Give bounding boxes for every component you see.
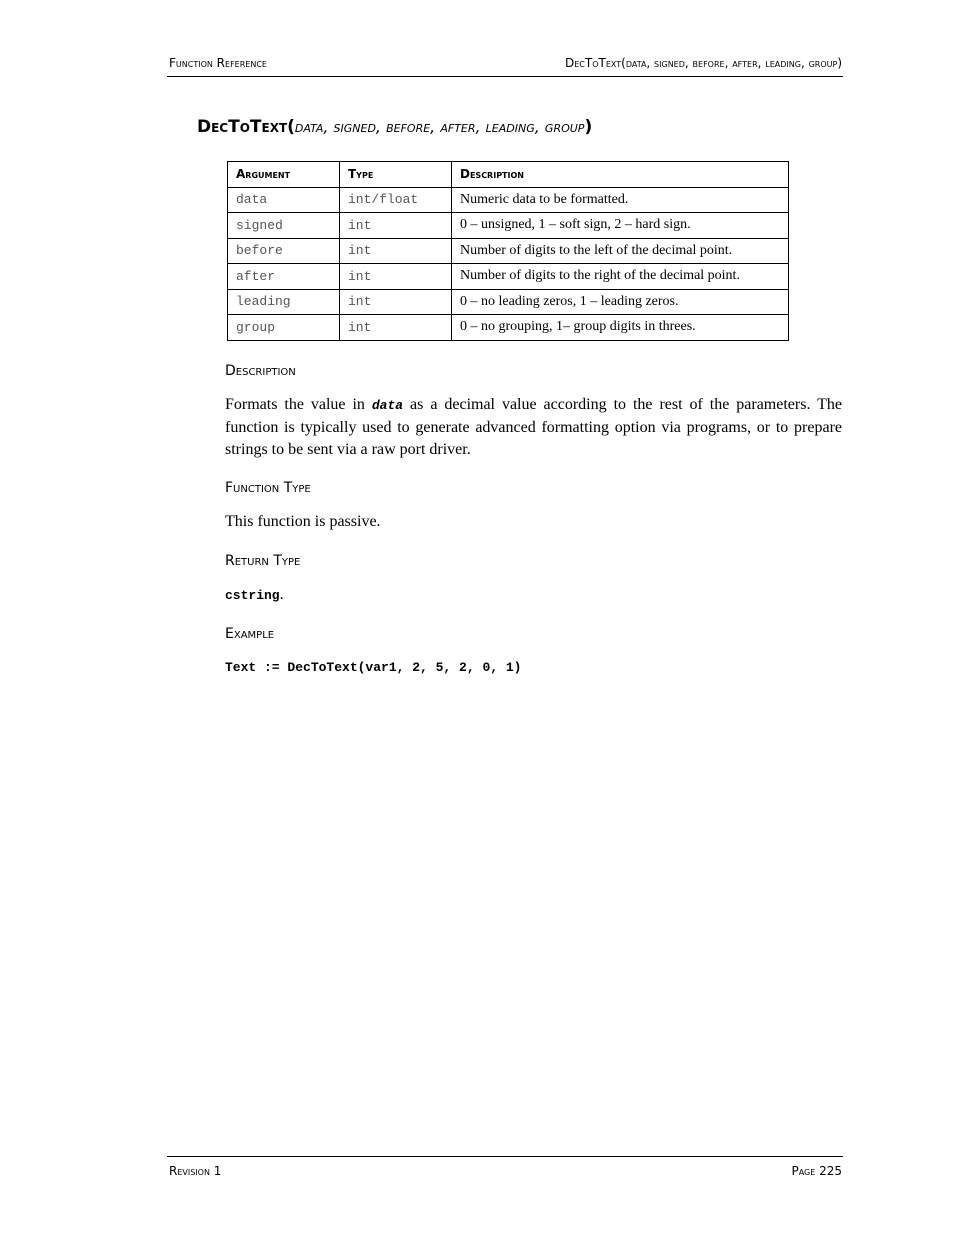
description-cell: Number of digits to the right of the decimal point. <box>452 264 789 290</box>
column-header-description: Description <box>452 162 789 188</box>
table-row <box>228 187 789 213</box>
description-paragraph <box>225 394 842 461</box>
argument-cell: after <box>228 264 340 290</box>
description-text-before: Formats the value in <box>225 396 372 413</box>
table-row <box>228 264 789 290</box>
return-type-code: cstring <box>225 588 280 603</box>
function-type-paragraph: This function is passive. <box>225 513 381 530</box>
column-header-argument: Argument <box>228 162 340 188</box>
function-type-heading: Function Type <box>225 480 311 496</box>
return-type-heading: Return Type <box>225 553 301 569</box>
argument-cell: signed <box>228 213 340 239</box>
type-cell: int <box>340 264 452 290</box>
argument-cell: group <box>228 315 340 341</box>
description-cell: Number of digits to the left of the decimal point. <box>452 238 789 264</box>
argument-cell: before <box>228 238 340 264</box>
function-name: DecToText( <box>197 117 295 137</box>
description-cell: 0 – no leading zeros, 1 – leading zeros. <box>452 289 789 315</box>
footer-revision: Revision 1 <box>169 1164 222 1178</box>
type-cell: int <box>340 238 452 264</box>
table-header-row <box>228 162 789 188</box>
function-args: data, signed, before, after, leading, group <box>294 117 585 136</box>
example-code: Text := DecToText(var1, 2, 5, 2, 0, 1) <box>225 660 522 675</box>
type-cell: int <box>340 315 452 341</box>
column-header-type: Type <box>340 162 452 188</box>
description-heading: Description <box>225 363 296 379</box>
description-cell: Numeric data to be formatted. <box>452 187 789 213</box>
return-type-suffix: . <box>279 586 284 603</box>
description-cell: 0 – unsigned, 1 – soft sign, 2 – hard sign. <box>452 213 789 239</box>
table-row <box>228 315 789 341</box>
argument-cell: leading <box>228 289 340 315</box>
return-type-paragraph <box>225 584 842 607</box>
description-code-data: data <box>371 398 404 413</box>
argument-cell: data <box>228 187 340 213</box>
header-section-title: Function Reference <box>169 56 267 70</box>
type-cell: int <box>340 213 452 239</box>
page-footer <box>167 1156 843 1178</box>
type-cell: int/float <box>340 187 452 213</box>
description-cell: 0 – no grouping, 1– group digits in threes. <box>452 315 789 341</box>
footer-page-number: Page 225 <box>791 1164 842 1178</box>
description-text-after: as a decimal value according to the rest of the parameters. The function is typically used to generate advanced formatting option via programs, or to prepare strings to be sent via a raw port driver. <box>225 396 842 458</box>
type-cell: int <box>340 289 452 315</box>
page-header <box>167 56 843 77</box>
table-row <box>228 213 789 239</box>
header-function-signature: DecToText(data, signed, before, after, leading, group) <box>565 56 842 70</box>
table-row <box>228 289 789 315</box>
function-close-paren: ) <box>584 117 593 137</box>
arguments-table <box>227 161 789 341</box>
example-heading: Example <box>225 626 275 642</box>
function-title <box>197 117 592 137</box>
table-row <box>228 238 789 264</box>
